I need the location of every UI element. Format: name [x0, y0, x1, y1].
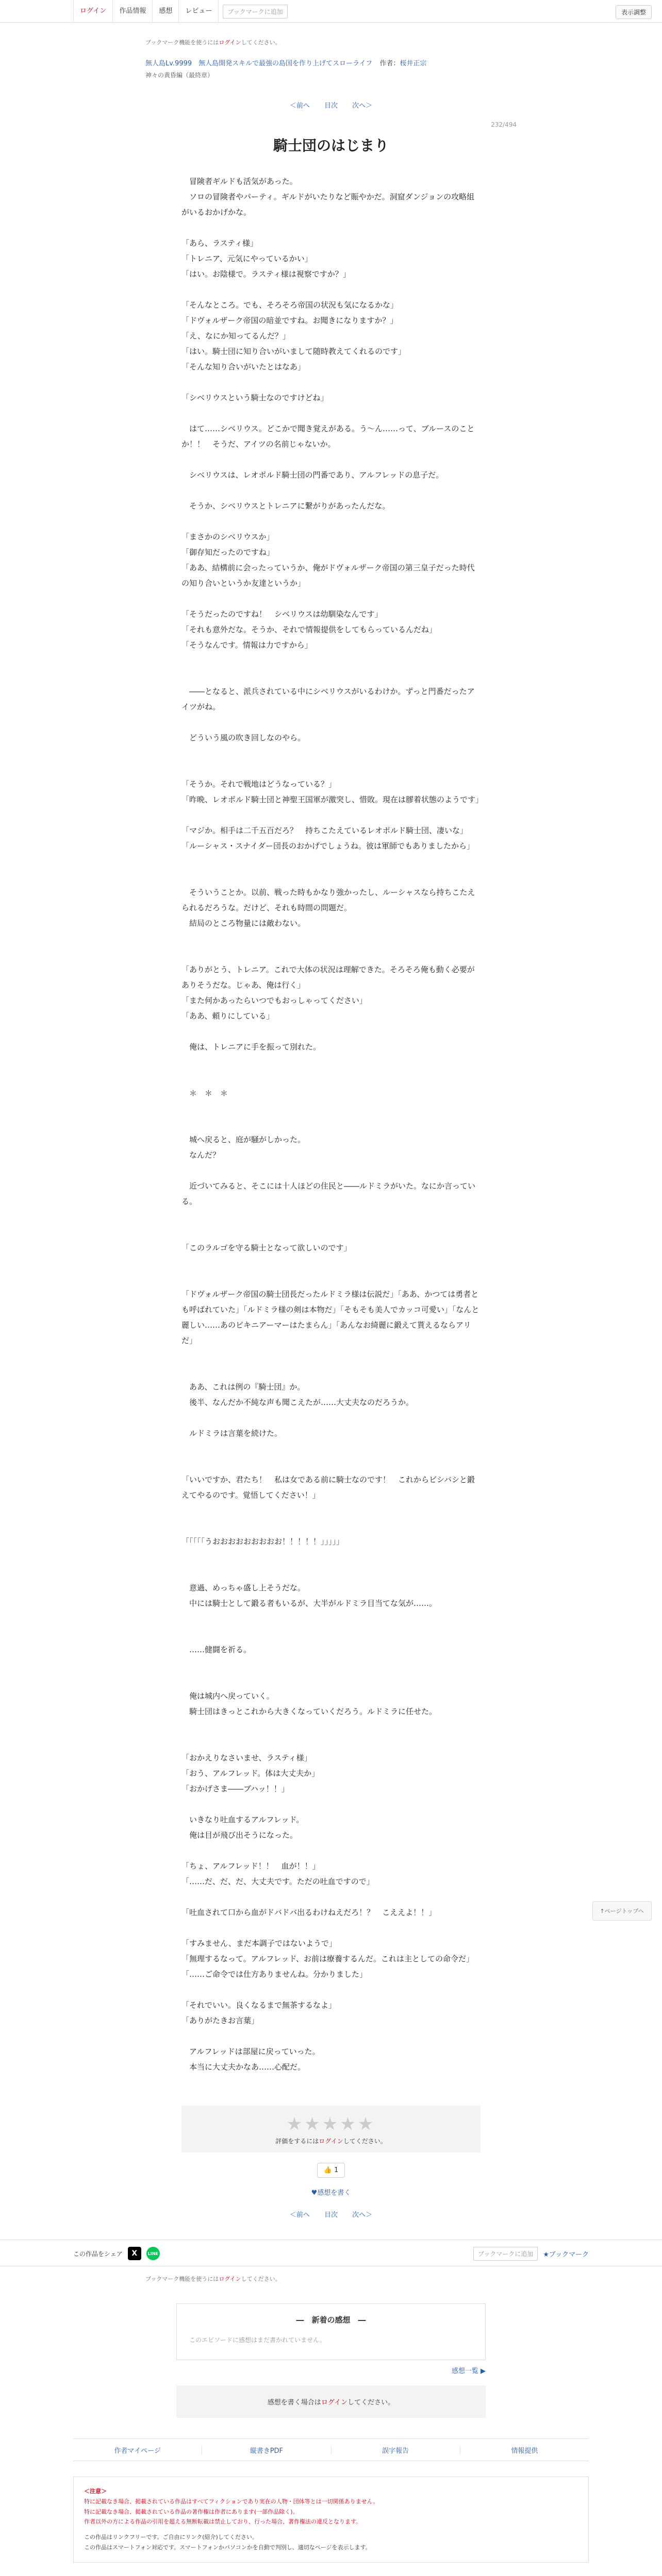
body-paragraph: 「「「「「うおおおおおおおおお！！！！！」」」」」 — [181, 1537, 344, 1546]
body-paragraph: 「ルーシャス・スナイダー団長のおかげでしょうね。彼は軍師でもありましたから」 — [181, 841, 475, 851]
impressions-list-link[interactable]: 感想一覧 ▶ — [451, 2367, 486, 2375]
notice-prefix-bottom: ブックマーク機能を使うには — [145, 2276, 219, 2282]
body-paragraph: ＊ ＊ ＊ — [181, 1089, 228, 1098]
prev-link[interactable]: ＜前へ — [289, 102, 310, 110]
thumbs-up-icon: 👍 — [323, 2166, 332, 2174]
notice-suffix-bottom: してください。 — [241, 2276, 281, 2282]
body-paragraph: 近づいてみると、そこには十人ほどの住民と――ルドミラがいた。なにか言っている。 — [181, 1181, 476, 1206]
toc-link-bottom[interactable]: 目次 — [324, 2211, 338, 2219]
body-paragraph: 「そうか。それで戦地はどうなっている？」 — [181, 779, 337, 789]
impressions-box — [176, 2303, 486, 2360]
pager-bottom — [145, 2209, 517, 2219]
review-link[interactable]: レビュー — [179, 0, 219, 23]
display-settings-button[interactable]: 表示調整 — [616, 5, 652, 19]
body-paragraph — [181, 807, 481, 823]
bookmark-add-button-bottom[interactable]: ブックマークに追加 — [473, 2247, 538, 2261]
body-paragraph — [181, 1456, 481, 1472]
body-paragraph: 「そうだったのですね！ シベリウスは幼馴染なんです」 — [181, 609, 383, 619]
body-paragraph: 「マジか。相手は二千五百だろ？ 持ちこたえているレオポルド騎士団、凄いな」 — [181, 826, 468, 835]
body-paragraph: 「ああ、結構前に会ったっていうか、俺がドヴォルザーク帝国の第三皇子だった時代の知り合いというか友達というか」 — [181, 563, 475, 588]
body-paragraph: 「……ご命令では仕方ありませんね。分かりました」 — [181, 1970, 368, 1979]
body-paragraph — [181, 1225, 481, 1240]
body-paragraph — [181, 1626, 481, 1642]
body-paragraph — [181, 1364, 481, 1379]
share-bar — [0, 2240, 662, 2266]
line-share-icon[interactable]: LINE — [146, 2247, 160, 2260]
body-paragraph: どういう風の吹き回しなのやら。 — [181, 733, 306, 742]
like-count: 1 — [334, 2166, 339, 2174]
body-paragraph: 「ありがとう、トレニア。これで大体の状況は理解できた。そろそろ俺も動く必要がありそうだな。じゃあ、俺は行く」 — [181, 965, 475, 990]
body-paragraph: 騎士団はきっとこれから大きくなっていくだろう。ルドミラに任せた。 — [181, 1707, 437, 1716]
body-paragraph: 「え、なにか知ってるんだ？」 — [181, 331, 290, 341]
episode-body — [181, 174, 484, 2075]
body-paragraph: 「それも意外だな。そうか、それで情報提供をしてもらっているんだね」 — [181, 625, 437, 634]
body-paragraph: 俺は、トレニアに手を振って別れた。 — [181, 1042, 321, 1052]
body-paragraph — [181, 1101, 481, 1116]
toc-link[interactable]: 目次 — [324, 102, 338, 110]
body-paragraph: 「ありがたきお言葉」 — [181, 2016, 259, 2025]
body-paragraph: なんだ？ — [181, 1150, 221, 1160]
body-paragraph — [181, 1611, 481, 1626]
bookmark-notice — [145, 38, 517, 46]
page-top-button[interactable]: ↑ページトップへ — [592, 1901, 652, 1921]
comment-login-link[interactable]: ログイン — [321, 2399, 348, 2406]
vertical-pdf-link[interactable]: 縦書きPDF — [202, 2445, 331, 2455]
body-paragraph — [181, 2028, 481, 2044]
body-paragraph — [181, 1163, 481, 1178]
body-paragraph — [181, 1441, 481, 1456]
body-paragraph: 「吐血されて口から血がドバドバ出るわけねえだろ！？ こええよ！！」 — [181, 1908, 437, 1917]
rating-prefix: 評価をするには — [275, 2138, 319, 2145]
body-paragraph — [181, 668, 481, 684]
body-paragraph: 「トレニア、元気にやっているかい」 — [181, 254, 312, 263]
body-paragraph — [181, 869, 481, 885]
body-paragraph — [181, 946, 481, 962]
body-paragraph: はて……シベリウス。どこかで聞き覚えがある。う～ん……って、ブルースのことか！！ そうだ、アイツの名前じゃないか。 — [181, 424, 475, 449]
body-paragraph — [181, 1735, 481, 1750]
body-paragraph: 「そんなところ。でも、そろそろ帝国の状況も気になるかな」 — [181, 300, 399, 310]
body-paragraph: 後半、なんだか不純な声も聞こえたが……大丈夫なのだろうか。 — [181, 1398, 414, 1407]
body-paragraph: 俺は城内へ戻っていく。 — [181, 1691, 274, 1701]
body-paragraph — [181, 1024, 481, 1039]
body-paragraph: 「昨晩、レオポルド騎士団と神聖王国軍が激突し、惜敗。現在は膠着状態のようです」 — [181, 795, 484, 804]
caution-line-5: この作品はスマートフォン対応です。スマートフォンかパソコンかを自動で判別し、適切なページを表示します。 — [84, 2544, 371, 2551]
caution-line-4: この作品はリンクフリーです。ご自由にリンク(紹介)してください。 — [84, 2534, 258, 2541]
caution-line-2: 特に記載なき場合、掲載されている作品の著作権は作者にあります(一部作品除く)。 — [84, 2508, 299, 2515]
body-paragraph: 本当に大丈夫かなあ……心配だ。 — [181, 2062, 306, 2072]
body-paragraph: シベリウスは、レオポルド騎士団の門番であり、アルフレッドの息子だ。 — [181, 470, 444, 480]
body-paragraph — [181, 715, 481, 730]
caution-head: ＜注意＞ — [84, 2488, 107, 2495]
body-paragraph: ……健闘を祈る。 — [181, 1645, 252, 1654]
body-paragraph — [181, 514, 481, 529]
share-label: この作品をシェア — [73, 2250, 123, 2258]
x-share-icon[interactable]: X — [128, 2247, 141, 2260]
body-paragraph — [181, 1348, 481, 1364]
typo-report-link[interactable]: 誤字報告 — [332, 2445, 460, 2455]
body-paragraph: ルドミラは言葉を続けた。 — [181, 1429, 283, 1438]
body-paragraph: 「また何かあったらいつでもおっしゃってください」 — [181, 996, 367, 1005]
lower-content — [145, 2275, 517, 2283]
bookmark-add-button[interactable]: ブックマークに追加 — [223, 5, 287, 19]
like-wrap — [145, 2163, 517, 2178]
body-paragraph — [181, 1503, 481, 1518]
notice-login-link-bottom[interactable]: ログイン — [219, 2276, 241, 2282]
login-link[interactable]: ログイン — [73, 0, 113, 23]
body-paragraph: 「いいですか、君たち！ 私は女である前に騎士なのです！ これからビシバシと鍛えてやるのです。覚悟してください！」 — [181, 1475, 475, 1500]
author-label: 作者： — [379, 60, 400, 67]
body-paragraph: 「そんな知り合いがいたとはなあ」 — [181, 362, 306, 371]
body-paragraph — [181, 1410, 481, 1426]
body-paragraph — [181, 405, 481, 421]
body-paragraph — [181, 745, 481, 761]
prev-link-bottom[interactable]: ＜前へ — [289, 2211, 310, 2219]
body-paragraph: 結局のところ物量には敵わない。 — [181, 919, 306, 928]
rating-box — [181, 2106, 481, 2153]
comment-suffix: してください。 — [347, 2399, 395, 2406]
body-paragraph — [181, 1920, 481, 1936]
body-paragraph — [181, 854, 481, 869]
series-line — [145, 58, 517, 67]
rating-suffix: してください。 — [343, 2138, 387, 2145]
top-bar — [0, 0, 662, 23]
body-paragraph — [181, 1565, 481, 1580]
body-paragraph — [181, 282, 481, 297]
body-paragraph: 俺は目が飛び出そうになった。 — [181, 1831, 298, 1840]
caution-box — [73, 2477, 589, 2563]
body-paragraph: 「まさかのシベリウスか」 — [181, 532, 274, 541]
body-paragraph: 「おかえりなさいませ、ラスティ様」 — [181, 1753, 312, 1762]
info-provide-link[interactable]: 情報提供 — [511, 2447, 538, 2455]
bottom-links — [73, 2438, 589, 2461]
body-paragraph — [181, 1719, 481, 1735]
body-paragraph — [181, 1657, 481, 1673]
body-paragraph — [181, 1518, 481, 1534]
caution-line-3: 作者以外の方による作品の引用を超える無断転載は禁止しており、行った場合、著作権法の違反となります。 — [84, 2518, 362, 2526]
body-paragraph — [181, 1256, 481, 1271]
body-paragraph: 冒険者ギルドも活気があった。 — [181, 177, 297, 186]
like-button[interactable] — [317, 2163, 345, 2178]
body-paragraph — [181, 1070, 481, 1086]
body-paragraph — [181, 1843, 481, 1858]
caution-line-1: 特に記載なき場合、掲載されている作品はすべてフィクションであり実在の人物・団体等とは一切関係ありません。 — [84, 2498, 379, 2505]
body-paragraph — [181, 1797, 481, 1812]
body-paragraph — [181, 452, 481, 467]
body-paragraph: いきなり吐血するアルフレッド。 — [181, 1815, 304, 1824]
notice-prefix: ブックマーク機能を使うには — [145, 39, 219, 46]
body-paragraph: 「……だ、だ、だ、大丈夫です。ただの吐血ですので」 — [181, 1877, 374, 1886]
bookmark-link[interactable]: ★ブックマーク — [543, 2250, 589, 2259]
body-paragraph: 「はい。騎士団に知り合いがいまして随時教えてくれるのです」 — [181, 347, 406, 356]
body-paragraph: 「すみません、まだ本調子ではないようで」 — [181, 1939, 337, 1948]
series-title[interactable]: 無人島Lv.9999 無人島開発スキルで最強の島国を作り上げてスローライフ — [145, 60, 373, 67]
share-inner — [73, 2240, 589, 2267]
body-paragraph — [181, 1209, 481, 1225]
body-paragraph — [181, 1982, 481, 1997]
main-content — [145, 38, 517, 2219]
body-paragraph: 「それでいい。良くなるまで無茶するなよ」 — [181, 2001, 337, 2010]
body-paragraph — [181, 1889, 481, 1905]
body-paragraph — [181, 375, 481, 390]
body-paragraph: ソロの冒険者やパーティ。ギルドがいたりなど賑やかだ。洞窟ダンジョンの攻略組がいるおかげかな。 — [181, 192, 475, 217]
episode-title: 騎士団のはじまり — [273, 137, 389, 154]
body-paragraph: 「ああ、頼りにしている」 — [181, 1011, 274, 1021]
body-paragraph: 「ドヴォルザーク帝国の騎士団長だったルドミラ様は伝説だ」「ああ、かつては勇者とも呼ばれていた」「ルドミラ様の剣は本物だ」「そもそも美人でカッコ可愛い」「なんと麗しい……あのビキニアーマーはたまらん」「あんなお綺麗に鍛えて貰えるならアリだ」 — [181, 1290, 479, 1345]
body-paragraph: そうか、シベリウスとトレニアに繋がりがあったんだな。 — [181, 501, 390, 511]
chapter-group: 神々の黄昏編（最終章） — [145, 72, 214, 79]
body-paragraph — [181, 653, 481, 668]
body-paragraph — [181, 220, 481, 235]
impressions-title: ― 新着の感想 ― — [296, 2315, 366, 2325]
body-paragraph — [181, 1055, 481, 1070]
top-bar-inner — [73, 0, 589, 23]
notice-login-link[interactable]: ログイン — [219, 39, 241, 46]
body-paragraph — [181, 1271, 481, 1286]
body-paragraph — [181, 591, 481, 606]
share-right — [473, 2247, 589, 2261]
body-paragraph: 「ドヴォルザーク帝国の暗並ですね。お聞きになりますか？」 — [181, 316, 398, 325]
author-name[interactable]: 桜井正宗 — [400, 60, 427, 67]
body-paragraph: 意過、めっちゃ盛し上そうだな。 — [181, 1583, 305, 1592]
next-link-bottom[interactable]: 次へ＞ — [352, 2211, 373, 2219]
body-paragraph: そういうことか。以前、戦った時もかなり強かったし、ルーシャスなら持ちこたえられるだろうな。だけど、それも時間の問題だ。 — [181, 888, 475, 912]
body-paragraph: 「ちょ、アルフレッド！！ 血が！！」 — [181, 1861, 320, 1871]
rating-login-link[interactable]: ログイン — [319, 2138, 343, 2145]
impressions-empty: このエピソードに感想はまだ書かれていません。 — [189, 2336, 326, 2344]
body-paragraph: 「シベリウスという騎士なのですけどね」 — [181, 393, 328, 402]
notice-suffix: してください。 — [241, 39, 281, 46]
body-paragraph: ――となると、派兵されている中にシベリウスがいるわけか。ずっと門番だったアイツがね。 — [181, 687, 475, 711]
body-paragraph: 「あら、ラスティ様」 — [181, 239, 258, 248]
body-paragraph: 「おかげさま――ブハッ！！」 — [181, 1784, 289, 1793]
impressions-link[interactable]: 感想 — [153, 0, 179, 23]
rating-note — [181, 2137, 481, 2145]
body-paragraph — [181, 1673, 481, 1688]
body-paragraph: アルフレッドは部屋に戻っていった。 — [181, 2047, 320, 2056]
body-paragraph: 「はい。お陰様で。ラスティ様は視察ですか？」 — [181, 269, 351, 279]
work-info-link[interactable]: 作品情報 — [113, 0, 153, 23]
comment-prefix: 感想を書く場合は — [267, 2399, 321, 2406]
body-paragraph: 中には騎士として鍛る者もいるが、大半がルドミラ目当てな気が……。 — [181, 1599, 437, 1608]
pager-top — [145, 100, 517, 110]
body-paragraph — [181, 761, 481, 776]
body-paragraph — [181, 1549, 481, 1565]
author-mypage-link[interactable]: 作者マイページ — [73, 2445, 202, 2455]
body-paragraph: 「そうなんです。情報は力ですから」 — [181, 640, 312, 650]
body-paragraph: 「無理するなって。アルフレッド、お前は療養するんだ。これは主としての命令だ」 — [181, 1954, 474, 1963]
write-impression-link[interactable]: ♥感想を書く — [311, 2189, 351, 2197]
next-link[interactable]: 次へ＞ — [352, 102, 373, 110]
body-paragraph — [181, 483, 481, 498]
body-paragraph: 「御存知だったのですね」 — [181, 548, 275, 557]
rating-stars[interactable]: ★★★★★ — [286, 2114, 376, 2134]
comment-note — [176, 2385, 486, 2418]
bookmark-notice-bottom — [145, 2275, 517, 2283]
body-paragraph: 「このラルゴを守る騎士となって欲しいのです」 — [181, 1243, 352, 1252]
body-paragraph — [181, 931, 481, 946]
body-paragraph: 「おう、アルフレッド。体は大丈夫か」 — [181, 1769, 320, 1778]
body-paragraph: 城へ戻ると、庭が騒がしかった。 — [181, 1135, 306, 1144]
page-count: 232/494 — [491, 121, 517, 128]
body-paragraph — [181, 1116, 481, 1132]
body-paragraph: ああ、これは例の『騎士団』か。 — [181, 1382, 305, 1392]
